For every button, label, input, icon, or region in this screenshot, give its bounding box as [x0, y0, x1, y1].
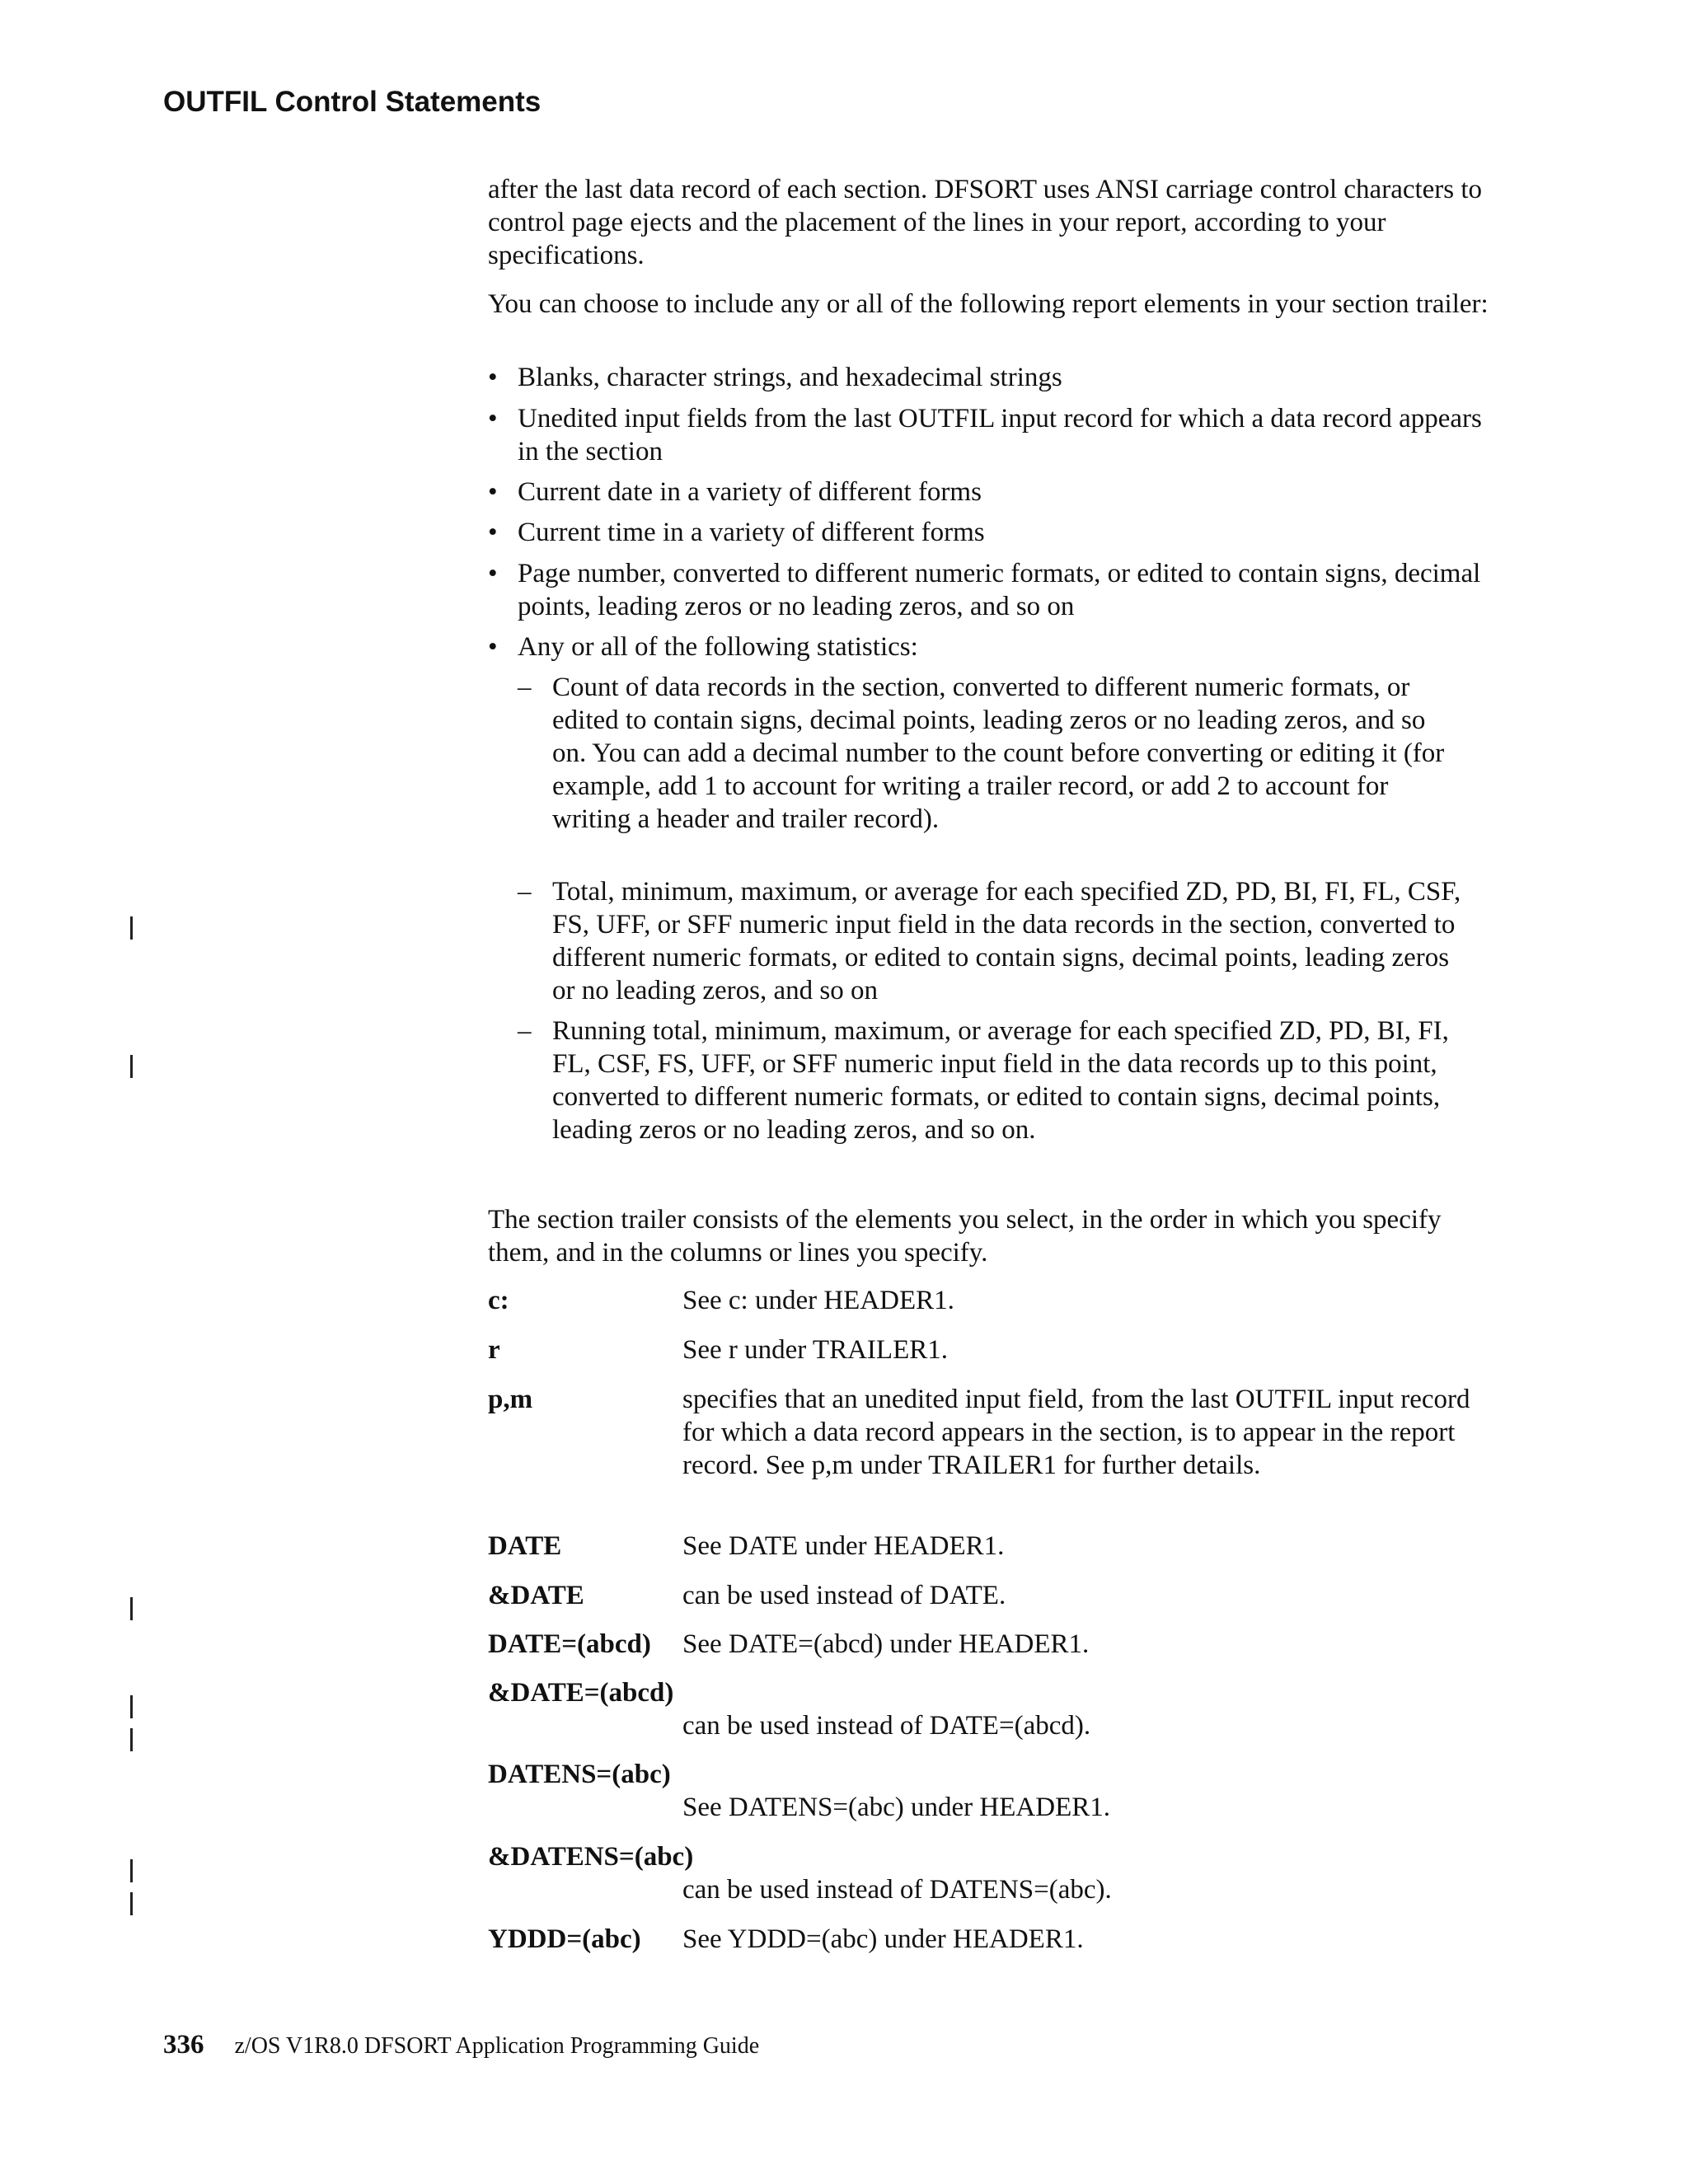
change-bar [130, 1695, 133, 1718]
definition-desc: See DATE=(abcd) under HEADER1. [682, 1629, 1090, 1659]
sub-list-item [518, 671, 1465, 836]
definition-term: &DATENS=(abc) [488, 1842, 694, 1872]
definition-term: &DATE [488, 1581, 584, 1610]
page-footer [163, 2030, 759, 2060]
bullet-marker: • [488, 477, 498, 507]
definition-desc: See DATENS=(abc) under HEADER1. [682, 1793, 1110, 1822]
list-item-text: Blanks, character strings, and hexadecimal strings [518, 363, 1062, 392]
list-item [488, 516, 1493, 549]
change-bar [130, 916, 133, 940]
definition-term: DATENS=(abc) [488, 1760, 671, 1789]
list-item-text: Current time in a variety of different forms [518, 518, 985, 547]
definition-term: &DATE=(abcd) [488, 1678, 674, 1708]
definition-term: YDDD=(abc) [488, 1924, 641, 1954]
bullet-marker: • [488, 363, 498, 392]
definition-term: c: [488, 1286, 509, 1315]
dash-marker: – [518, 1016, 532, 1046]
definition-desc: can be used instead of DATENS=(abc). [682, 1875, 1112, 1905]
list-item [488, 402, 1493, 468]
sub-list-item [518, 875, 1465, 1007]
list-item-text: Page number, converted to different numeric formats, or edited to contain signs, decimal points, leading zeros or no leading zeros, and so on [518, 559, 1481, 621]
definition-term: DATE=(abcd) [488, 1629, 651, 1659]
change-bar [130, 1597, 133, 1620]
bullet-marker: • [488, 632, 498, 662]
definition-desc: can be used instead of DATE. [682, 1581, 1006, 1610]
list-item-text: Current date in a variety of different forms [518, 477, 982, 507]
definition-desc: See DATE under HEADER1. [682, 1531, 1005, 1561]
definition-desc: specifies that an unedited input field, from the last OUTFIL input record for which a data record appears in the section, is to appear in the report record. See p,m under TRAILER1 for further details. [682, 1385, 1470, 1480]
change-bar [130, 1859, 133, 1882]
sub-list-item-text: Total, minimum, maximum, or average for each specified ZD, PD, BI, FI, FL, CSF, FS, UFF, or SFF numeric input field in the data records in the section, converted to different numeric formats, or edited to contain signs, decimal points, leading zeros or no leading zeros, and so on [552, 877, 1461, 1005]
choose-paragraph: You can choose to include any or all of the following report elements in your section trailer: [488, 289, 1489, 319]
bullet-marker: • [488, 404, 498, 434]
definition-desc: See c: under HEADER1. [682, 1286, 954, 1315]
sub-list-item [518, 1015, 1465, 1146]
dash-marker: – [518, 877, 532, 907]
bullet-marker: • [488, 518, 498, 547]
definition-desc: can be used instead of DATE=(abcd). [682, 1711, 1091, 1741]
book-title: z/OS V1R8.0 DFSORT Application Programming Guide [234, 2033, 760, 2059]
sub-list-item-text: Running total, minimum, maximum, or average for each specified ZD, PD, BI, FI, FL, CSF, FS, UFF, or SFF numeric input field in the data records up to this point, converted to different numeric formats, or edited to contain signs, decimal points, leading zeros or no leading zeros, and so on. [552, 1016, 1449, 1145]
intro-paragraph: after the last data record of each section. DFSORT uses ANSI carriage control characters to control page ejects and the placement of the lines in your report, according to your specifications. [488, 175, 1483, 270]
list-item-text: Unedited input fields from the last OUTFIL input record for which a data record appears in the section [518, 404, 1482, 466]
list-item [488, 557, 1493, 623]
change-bar [130, 1728, 133, 1751]
definition-desc: See r under TRAILER1. [682, 1335, 948, 1365]
definition-desc: See YDDD=(abc) under HEADER1. [682, 1924, 1084, 1954]
trailer-paragraph: The section trailer consists of the elements you select, in the order in which you specify them, and in the columns or lines you specify. [488, 1205, 1442, 1268]
sub-list-item-text: Count of data records in the section, converted to different numeric formats, or edited to contain signs, decimal points, leading zeros or no leading zeros, and so on. You can add a decimal number to the count before converting or editing it (for example, add 1 to account for writing a trailer record, or add 2 to account for writing a header and trailer record). [552, 673, 1445, 834]
definition-term: p,m [488, 1385, 533, 1414]
list-item [488, 630, 1493, 663]
page-number: 336 [163, 2030, 204, 2060]
list-item-text: Any or all of the following statistics: [518, 632, 918, 662]
dash-marker: – [518, 673, 532, 702]
change-bar [130, 1892, 133, 1915]
definition-term: DATE [488, 1531, 562, 1561]
change-bar [130, 1055, 133, 1078]
running-header: OUTFIL Control Statements [163, 86, 542, 118]
definition-term: r [488, 1335, 500, 1365]
list-item [488, 361, 1493, 394]
bullet-marker: • [488, 559, 498, 588]
list-item [488, 476, 1493, 509]
